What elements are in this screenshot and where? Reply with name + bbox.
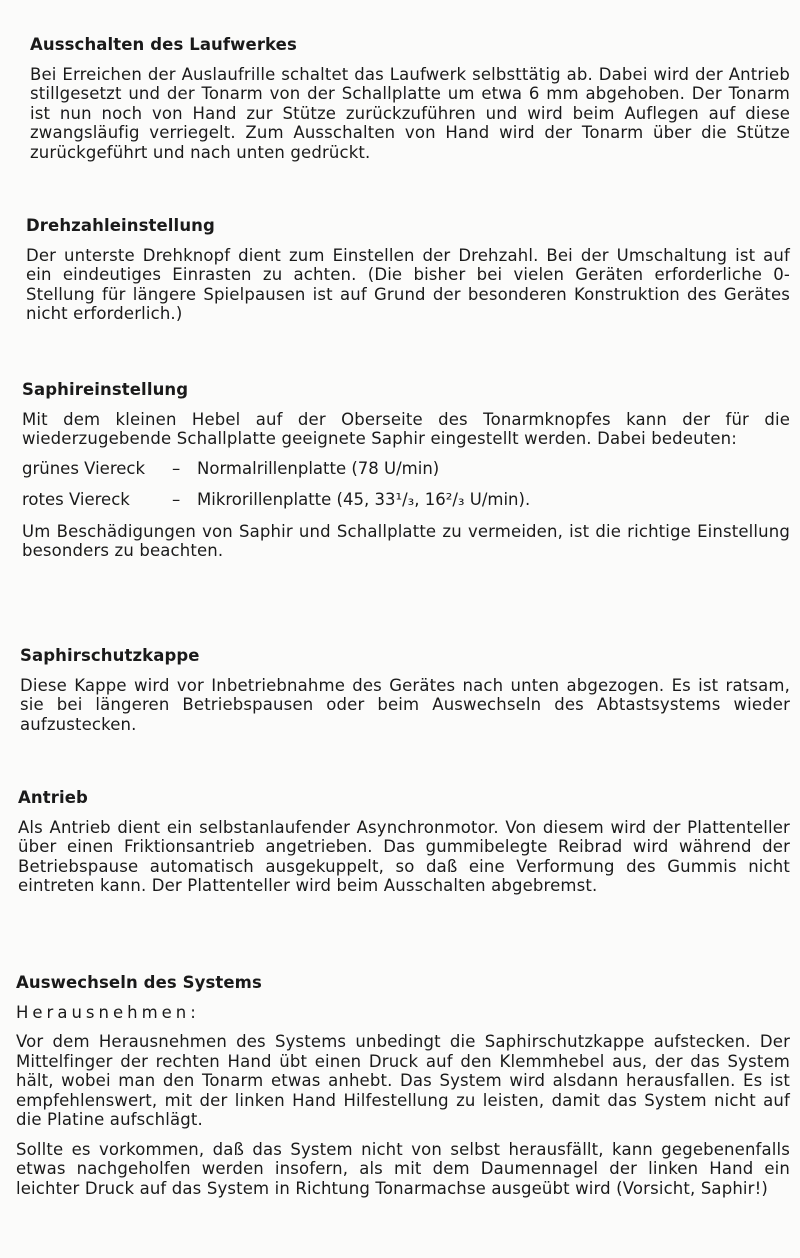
paragraph-auswechseln-1: Vor dem Herausnehmen des Systems unbedingt die Saphirschutzkappe aufstecken. Der Mittelfinger der rechten Hand übt einen Druck auf den Klemmhebel aus, der das System hält, wobei man den Tonarm etwas anhebt. Das System wird alsdann herausfallen. Es ist empfehlenswert, mit der linken Hand Hilfestellung zu leisten, damit das System nicht auf die Platine aufschlägt. [16, 1032, 790, 1129]
heading-antrieb: Antrieb [18, 788, 88, 807]
paragraph-ausschalten: Bei Erreichen der Auslaufrille schaltet das Laufwerk selbsttätig ab. Dabei wird der Antrieb stillgesetzt und der Tonarm von der Schallplatte um etwa 6 mm abgehoben. Der Tonarm ist nun noch von Hand zur Stütze zurückzuführen und wird beim Auflegen auf diese zwangsläufig verriegelt. Zum Ausschalten von Hand wird der Tonarm über die Stütze zurückgeführt und nach unten gedrückt. [30, 64, 790, 162]
paragraph-auswechseln-2: Sollte es vorkommen, daß das System nicht von selbst herausfällt, kann gegebenenfalls etwas nachgeholfen werden insofern, als mit dem Daumennagel der linken Hand ein leichter Druck auf das System in Richtung Tonarmachse ausgeübt wird (Vorsicht, Saphir!) [16, 1139, 790, 1198]
section-schutzkappe [20, 646, 790, 734]
saphir-list [22, 459, 790, 510]
heading-ausschalten: Ausschalten des Laufwerkes [30, 35, 297, 54]
section-ausschalten [30, 35, 790, 162]
heading-auswechseln: Auswechseln des Systems [16, 973, 262, 992]
section-drehzahl [26, 216, 790, 324]
heading-schutzkappe: Saphirschutzkappe [20, 646, 200, 665]
paragraph-schutzkappe: Diese Kappe wird vor Inbetriebnahme des Gerätes nach unten abgezogen. Es ist ratsam, sie bei längeren Betriebspausen oder beim Auswechseln des Abtastsystems wieder aufzustecken. [20, 675, 790, 734]
section-saphireinstellung [22, 380, 790, 561]
list-item-dash: – [172, 490, 181, 509]
heading-saphireinstellung: Saphireinstellung [22, 380, 189, 399]
paragraph-saphireinstellung: Mit dem kleinen Hebel auf der Oberseite des Tonarmknopfes kann der für die wiederzugebende Schallplatte geeignete Saphir eingestellt werden. Dabei bedeuten: [22, 409, 790, 448]
section-antrieb [18, 788, 790, 896]
paragraph-antrieb: Als Antrieb dient ein selbstanlaufender Asynchronmotor. Von diesem wird der Plattenteller über einen Friktionsantrieb angetrieben. Das gummibelegte Reibrad wird während der Betriebspause automatisch ausgekuppelt, so daß eine Verformung des Gummis nicht eintreten kann. Der Plattenteller wird beim Ausschalten abgebremst. [18, 817, 790, 895]
paragraph-drehzahl: Der unterste Drehknopf dient zum Einstellen der Drehzahl. Bei der Umschaltung ist auf ein eindeutiges Einrasten zu achten. (Die bisher bei vielen Geräten erforderliche 0-Stellung für längere Spielpausen ist auf Grund der besonderen Konstruktion des Gerätes nicht erforderlich.) [26, 245, 790, 323]
list-item-desc: Normalrillenplatte (78 U/min) [197, 458, 440, 478]
subheading-herausnehmen: Herausnehmen: [16, 1002, 200, 1022]
list-item [22, 490, 790, 510]
list-item-dash: – [172, 458, 181, 478]
paragraph-saphir-note: Um Beschädigungen von Saphir und Schallplatte zu vermeiden, ist die richtige Einstellung besonders zu beachten. [22, 521, 790, 560]
list-item [22, 459, 790, 479]
section-auswechseln [16, 973, 790, 1198]
list-item-desc: Mikrorillenplatte (45, 33¹/₃, 16²/₃ U/min). [197, 490, 531, 509]
list-item-term: rotes Viereck [22, 490, 130, 509]
list-item-term: grünes Viereck [22, 458, 146, 478]
heading-drehzahl: Drehzahleinstellung [26, 216, 215, 235]
